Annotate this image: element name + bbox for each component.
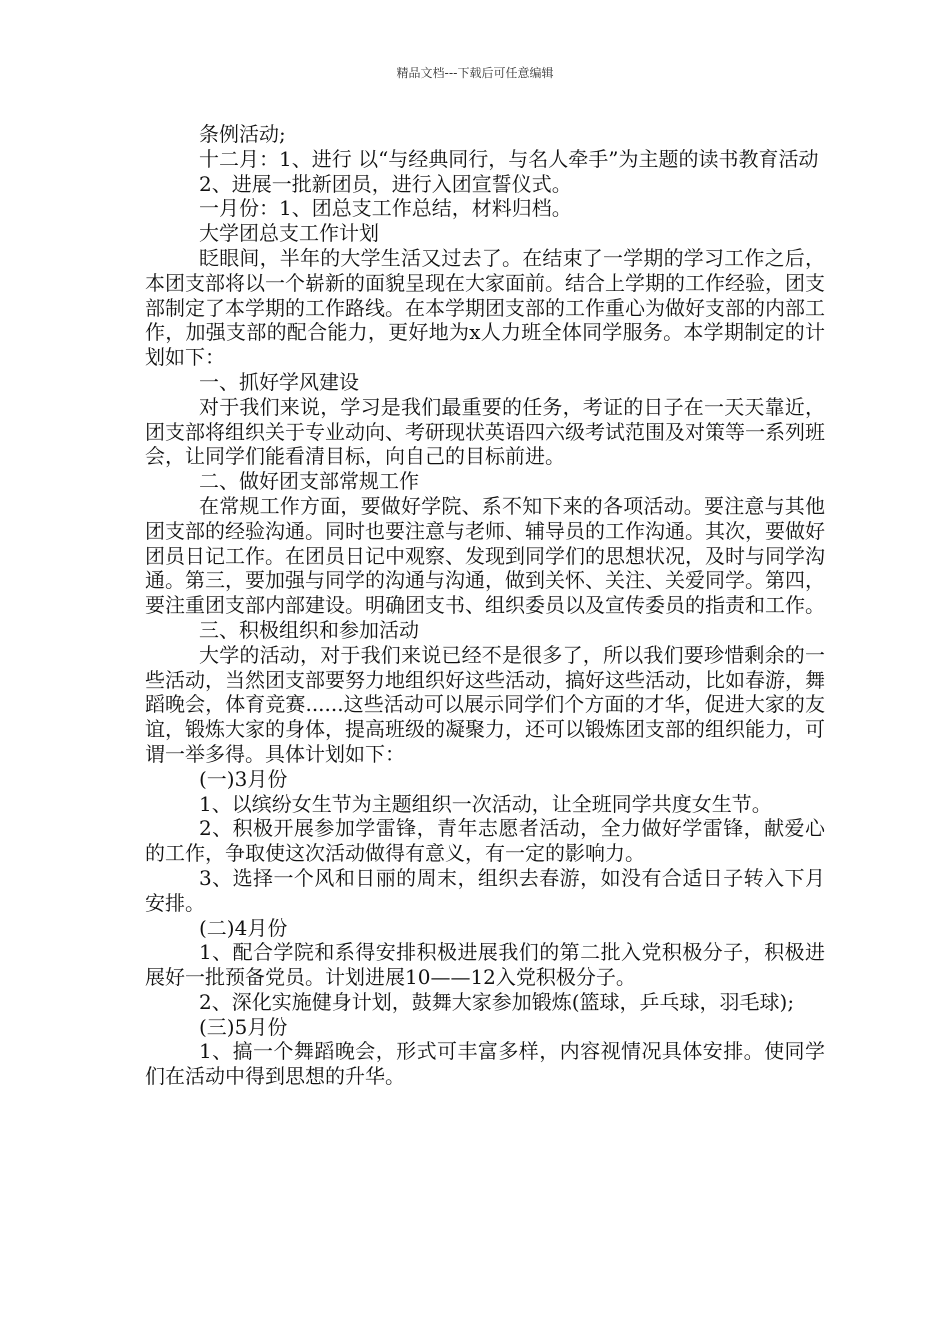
- document-body: [145, 122, 825, 1089]
- subsection-heading: (三)5月份: [199, 1014, 288, 1039]
- list-item: 2、深化实施健身计划，鼓舞大家参加锻炼(篮球，乒乓球，羽毛球);: [199, 989, 795, 1014]
- list-item: 3、选择一个风和日丽的周末，组织去春游，如没有合适日子转入下月安排。: [145, 865, 825, 915]
- paragraph: 2、进展一批新团员，进行入团宣誓仪式。: [199, 171, 572, 196]
- section-title: 大学团总支工作计划: [199, 221, 379, 246]
- list-item: 1、以缤纷女生节为主题组织一次活动，让全班同学共度女生节。: [199, 791, 772, 816]
- list-item: 1、配合学院和系得安排积极进展我们的第二批入党积极分子，积极进展好一批预备党员。计划进展10——12入党积极分子。: [145, 940, 825, 990]
- paragraph: 十二月：1、进行 以“与经典同行，与名人牵手”为主题的读书教育活动: [199, 146, 819, 171]
- section-heading: 二、做好团支部常规工作: [199, 469, 419, 494]
- paragraph: 在常规工作方面，要做好学院、系不知下来的各项活动。要注意与其他团支部的经验沟通。同时也要注意与老师、辅导员的工作沟通。其次，要做好团员日记工作。在团员日记中观察、发现到同学们的思想状况，及时与同学沟通。第三，要加强与同学的沟通与沟通，做到关怀、关注、关爱同学。第四，要注重团支部内部建设。明确团支书、组织委员以及宣传委员的指责和工作。: [145, 493, 825, 618]
- page-header: 精品文档---下载后可任意编辑: [396, 66, 554, 80]
- subsection-heading: (一)3月份: [199, 766, 288, 791]
- section-heading: 三、积极组织和参加活动: [199, 617, 419, 642]
- list-item: 1、搞一个舞蹈晚会，形式可丰富多样，内容视情况具体安排。使同学们在活动中得到思想的升华。: [145, 1039, 825, 1089]
- section-heading: 一、抓好学风建设: [199, 369, 359, 394]
- paragraph: 大学的活动，对于我们来说已经不是很多了，所以我们要珍惜剩余的一些活动，当然团支部要努力地组织好这些活动，搞好这些活动，比如春游，舞蹈晚会，体育竞赛......这些活动可以展示同学们个方面的才华，促进大家的友谊，锻炼大家的身体，提高班级的凝聚力，还可以锻炼团支部的组织能力，可谓一举多得。具体计划如下：: [145, 642, 825, 766]
- paragraph: 一月份：1、团总支工作总结，材料归档。: [199, 196, 572, 221]
- paragraph: 条例活动;: [199, 122, 286, 146]
- list-item: 2、积极开展参加学雷锋，青年志愿者活动，全力做好学雷锋，献爱心的工作，争取使这次活动做得有意义，有一定的影响力。: [145, 816, 825, 866]
- paragraph: 对于我们来说，学习是我们最重要的任务，考证的日子在一天天靠近，团支部将组织关于专业动向、考研现状英语四六级考试范围及对策等一系列班会，让同学们能看清目标，向自己的目标前进。: [145, 394, 825, 469]
- subsection-heading: (二)4月份: [199, 915, 288, 940]
- paragraph: 眨眼间，半年的大学生活又过去了。在结束了一学期的学习工作之后，本团支部将以一个崭新的面貌呈现在大家面前。结合上学期的工作经验，团支部制定了本学期的工作路线。在本学期团支部的工作重心为做好支部的内部工作，加强支部的配合能力，更好地为x人力班全体同学服务。本学期制定的计划如下：: [145, 245, 825, 370]
